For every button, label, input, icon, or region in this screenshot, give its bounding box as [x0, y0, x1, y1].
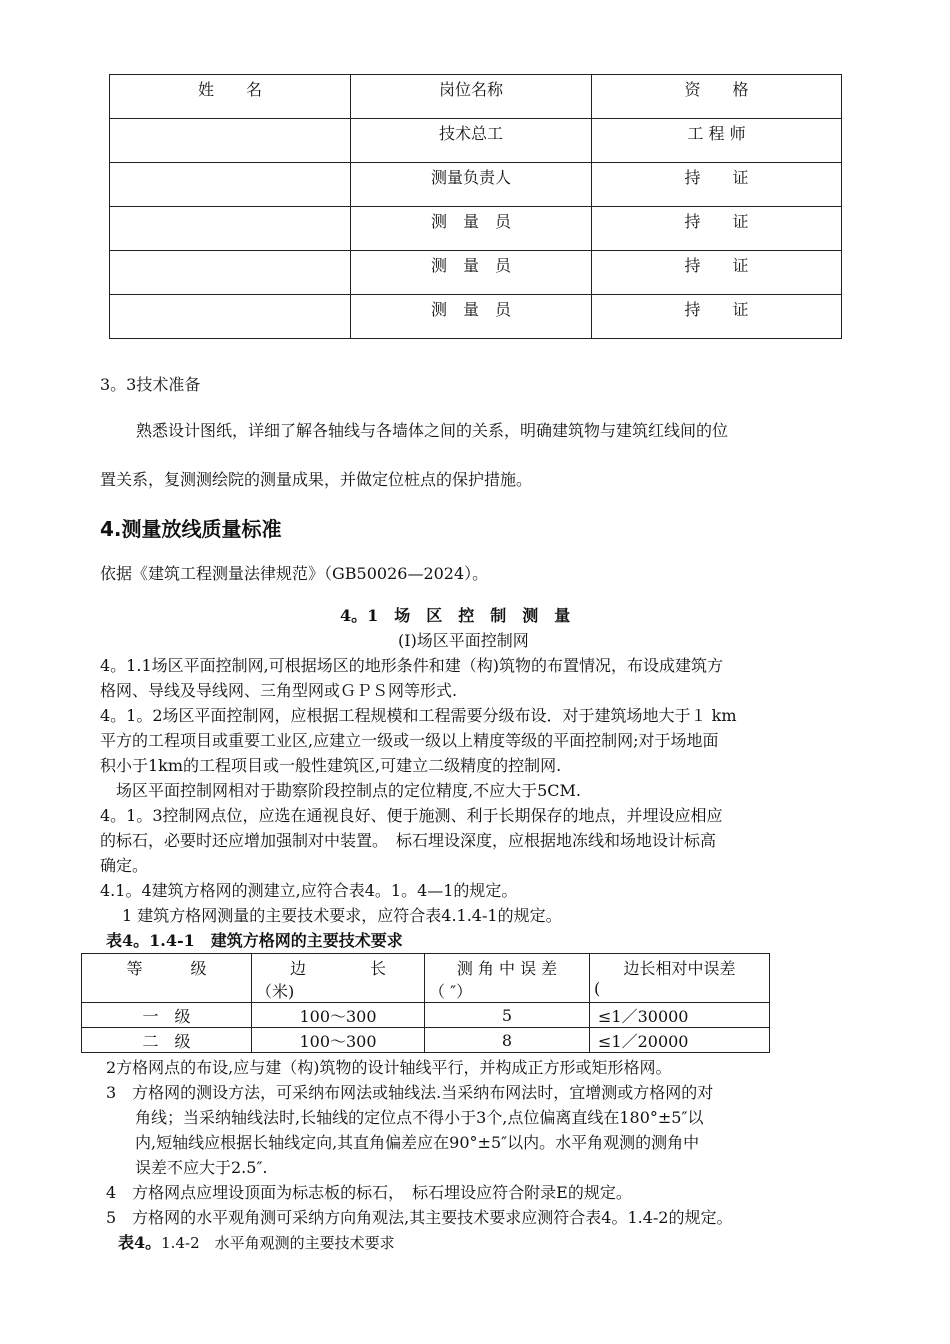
section-heading: 4.测量放线质量标准	[100, 517, 282, 541]
header-grade-label: 等 级	[126, 959, 207, 978]
table-caption-2	[118, 1233, 395, 1253]
header-relative-error-line2: (	[594, 979, 601, 998]
table-cell: ≤1／20000	[590, 1028, 770, 1053]
table-cell: 测 量 员	[351, 295, 592, 339]
table-header-row	[82, 954, 770, 1003]
table-cell	[110, 207, 351, 251]
item-line: 角线；当采纳轴线法时,长轴线的定位点不得小于3个,点位偏离直线在180°±5″以	[135, 1108, 704, 1127]
table-row	[110, 119, 842, 163]
header-side-length-line2: （米)	[256, 982, 295, 1001]
body-line: 4.1。4建筑方格网的测建立,应符合表4。1。4—1的规定。	[100, 881, 518, 900]
header-name: 姓 名	[110, 75, 351, 119]
item-line: 误差不应大于2.5″.	[135, 1158, 268, 1177]
sub-sub-heading: (I)场区平面控制网	[398, 631, 529, 650]
body-line: 1 建筑方格网测量的主要技术要求，应符合表4.1.4-1的规定。	[106, 906, 562, 925]
table-row	[82, 1028, 770, 1053]
table-row	[110, 251, 842, 295]
body-line: 确定。	[100, 856, 149, 875]
table-cell: 8	[425, 1028, 590, 1053]
table-row	[110, 163, 842, 207]
table-cell	[110, 295, 351, 339]
table-cell	[110, 251, 351, 295]
caption-2-prefix: 表4。	[118, 1233, 162, 1252]
table-cell: 测量负责人	[351, 163, 592, 207]
table-cell: 工 程 师	[592, 119, 842, 163]
body-line: 4。1。3控制网点位，应选在通视良好、便于施测、利于长期保存的地点，并埋设应相应	[100, 806, 723, 825]
body-line: 4。1。2场区平面控制网，应根据工程规模和工程需要分级布设．对于建筑场地大于１ km	[100, 706, 737, 725]
header-qualification: 资 格	[592, 75, 842, 119]
body-line: 场区平面控制网相对于勘察阶段控制点的定位精度,不应大于5CM.	[100, 781, 581, 800]
table-header-row	[110, 75, 842, 119]
header-grade	[82, 954, 252, 1003]
body-line: 格网、导线及导线网、三角型网或ＧＰＳ网等形式.	[100, 681, 458, 700]
table-cell: ≤1／30000	[590, 1003, 770, 1028]
table-caption: 表4。1.4-1 建筑方格网的主要技术要求	[106, 931, 403, 950]
header-angle-error-line1: 测 角 中 误 差	[456, 959, 558, 978]
header-relative-error-line1: 边长相对中误差	[623, 959, 736, 978]
caption-2-rest: 1.4-2 水平角观测的主要技术要求	[161, 1234, 395, 1252]
table-cell: 一 级	[82, 1003, 252, 1028]
table-row	[82, 1003, 770, 1028]
sub-heading: 4。1 场 区 控 制 测 量	[340, 606, 571, 625]
table-cell: 持 证	[592, 207, 842, 251]
paragraph-line: 置关系，复测测绘院的测量成果，并做定位桩点的保护措施。	[100, 470, 533, 489]
item-line: 4 方格网点应埋设顶面为标志板的标石， 标石埋设应符合附录E的规定。	[106, 1183, 632, 1202]
staff-table	[109, 74, 842, 339]
item-line: 2方格网点的布设,应与建（构)筑物的设计轴线平行，并构成正方形或矩形格网。	[106, 1058, 672, 1077]
grid-requirements-table	[81, 953, 770, 1053]
header-angle-error-line2: （ ″）	[429, 982, 473, 1001]
header-relative-error	[590, 954, 770, 1003]
item-line: 3 方格网的测设方法，可采纳布网法或轴线法.当采纳布网法时，宜增测或方格网的对	[106, 1083, 714, 1102]
table-cell: 100～300	[252, 1028, 425, 1053]
table-cell: 技术总工	[351, 119, 592, 163]
header-side-length	[252, 954, 425, 1003]
table-cell	[110, 163, 351, 207]
table-cell: 100～300	[252, 1003, 425, 1028]
body-line: 的标石，必要时还应增加强制对中装置。 标石埋设深度，应根据地冻线和场地设计标高	[100, 831, 717, 850]
body-line: 平方的工程项目或重要工业区,应建立一级或一级以上精度等级的平面控制网;对于场地面	[100, 731, 719, 750]
table-row	[110, 295, 842, 339]
table-cell: 持 证	[592, 295, 842, 339]
table-cell: 测 量 员	[351, 251, 592, 295]
section-title: 3。3技术准备	[100, 375, 201, 394]
header-side-length-line1: 边 长	[289, 959, 386, 978]
header-angle-error	[425, 954, 590, 1003]
body-line: 4。1.1场区平面控制网,可根据场区的地形条件和建（构)筑物的布置情况，布设成建筑方	[100, 656, 723, 675]
paragraph-line: 熟悉设计图纸，详细了解各轴线与各墙体之间的关系，明确建筑物与建筑红线间的位	[136, 421, 729, 440]
item-line: 5 方格网的水平观角测可采纳方向角观法,其主要技术要求应测符合表4。1.4-2的规定。	[106, 1208, 733, 1227]
item-line: 内,短轴线应根据长轴线定向,其直角偏差应在90°±5″以内。水平角观测的测角中	[135, 1133, 700, 1152]
table-cell	[110, 119, 351, 163]
table-cell: 持 证	[592, 251, 842, 295]
header-position: 岗位名称	[351, 75, 592, 119]
table-cell: 持 证	[592, 163, 842, 207]
table-row	[110, 207, 842, 251]
table-cell: 5	[425, 1003, 590, 1028]
table-cell: 测 量 员	[351, 207, 592, 251]
body-line: 积小于1km的工程项目或一般性建筑区,可建立二级精度的控制网.	[100, 756, 562, 775]
table-cell: 二 级	[82, 1028, 252, 1053]
basis-text: 依据《建筑工程测量法律规范》（GB50026—2024）。	[100, 564, 489, 583]
